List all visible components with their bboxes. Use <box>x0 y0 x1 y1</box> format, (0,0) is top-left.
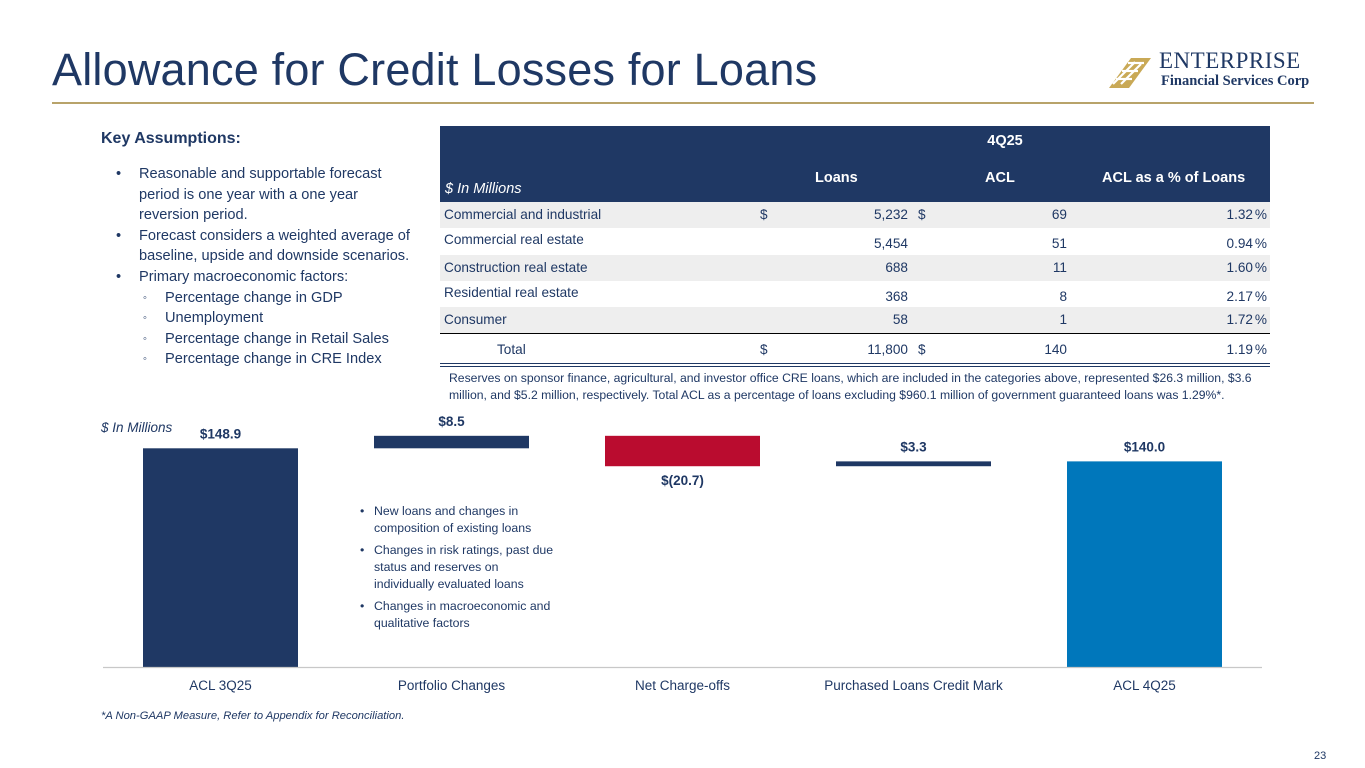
table-period: 4Q25 <box>987 133 1023 149</box>
table-row <box>440 255 1270 281</box>
category-label: ACL 3Q25 <box>189 678 252 693</box>
logo-wordmark: ENTERPRISE <box>1159 48 1301 73</box>
total-label: Total <box>497 342 526 358</box>
list-item <box>101 164 411 226</box>
sub-bullet-icon: ◦ <box>143 312 147 325</box>
dollar-sign: $ <box>918 207 926 222</box>
acl-total: 140 <box>1044 342 1067 358</box>
pct-total: 1.19 <box>1226 342 1253 358</box>
portfolio-changes-notes <box>360 503 560 637</box>
table-row <box>440 228 1270 254</box>
double-rule <box>440 363 1270 367</box>
col-header-loans: Loans <box>815 170 858 186</box>
table-total-row <box>440 333 1270 363</box>
table-row <box>440 307 1270 333</box>
row-label: Construction real estate <box>444 259 588 275</box>
bullet-icon: • <box>360 543 365 557</box>
loans-value: 5,454 <box>873 236 908 252</box>
dollar-sign: $ <box>760 207 768 222</box>
data-label: $3.3 <box>900 439 927 455</box>
pct-sign: % <box>1254 236 1267 252</box>
pct-value: 1.32 <box>1226 207 1253 222</box>
row-label: Consumer <box>444 312 507 328</box>
data-label: $8.5 <box>438 413 465 429</box>
col-header-pct: ACL as a % of Loans <box>1102 170 1246 186</box>
waterfall-bar <box>836 461 991 466</box>
pct-sign: % <box>1254 288 1267 304</box>
list-item <box>360 598 560 632</box>
dollar-sign: $ <box>918 342 926 358</box>
waterfall-bar <box>143 448 298 667</box>
note-text: Changes in risk ratings, past due status and reserves on individually evaluated loans <box>374 543 554 591</box>
factor-text: Unemployment <box>165 310 264 327</box>
sub-bullet-icon: ◦ <box>143 332 147 345</box>
list-item <box>360 503 560 537</box>
list-item <box>360 542 560 593</box>
sub-bullet-icon: ◦ <box>143 353 147 366</box>
category-label: ACL 4Q25 <box>1113 678 1176 693</box>
bullet-icon: • <box>360 504 365 518</box>
row-label: Residential real estate <box>444 284 579 300</box>
factor-text: Percentage change in GDP <box>165 289 343 306</box>
category-label: Purchased Loans Credit Mark <box>824 678 1003 693</box>
list-item <box>101 226 411 267</box>
bullet-icon: • <box>360 599 365 613</box>
pct-sign: % <box>1254 312 1267 328</box>
note-text: New loans and changes in composition of existing loans <box>374 504 532 535</box>
factor-text: Percentage change in CRE Index <box>165 351 382 368</box>
reserves-note: Reserves on sponsor finance, agricultural, and investor office CRE loans, which are included in the categories above, represented $26.3 million, $3.6 million, and $5.2 million, respectively. Total ACL as a percentage of loans excluding $960.1 million of government guaranteed loans was 1.29%*. <box>449 371 1252 402</box>
footnote: *A Non-GAAP Measure, Refer to Appendix for Reconciliation. <box>101 710 405 722</box>
data-label: $(20.7) <box>661 473 704 489</box>
factor-text: Percentage change in Retail Sales <box>165 330 389 347</box>
title-divider <box>52 102 1314 104</box>
loans-total: 11,800 <box>867 342 908 358</box>
list-subitem <box>101 329 411 350</box>
bullet-icon: • <box>116 227 122 244</box>
logo-tagline: Financial Services Corp <box>1161 73 1310 89</box>
acl-value: 11 <box>1052 259 1067 275</box>
pct-value: 2.17 <box>1226 288 1253 304</box>
list-subitem <box>101 288 411 309</box>
bullet-icon: • <box>116 166 122 182</box>
pct-sign: % <box>1254 207 1267 222</box>
row-label: Commercial and industrial <box>444 207 602 222</box>
pct-value: 0.94 <box>1226 236 1253 252</box>
key-assumptions <box>101 130 411 370</box>
page-number: 23 <box>1314 750 1327 762</box>
table-row <box>440 281 1270 307</box>
pct-sign: % <box>1254 259 1267 275</box>
list-subitem <box>101 308 411 329</box>
loans-value: 688 <box>885 259 908 275</box>
list-item <box>101 267 411 288</box>
loans-value: 368 <box>885 288 908 304</box>
pct-value: 1.60 <box>1226 259 1253 275</box>
pct-value: 1.72 <box>1226 312 1253 328</box>
acl-value: 8 <box>1059 288 1067 304</box>
loans-value: 5,232 <box>873 207 908 222</box>
assumption-text: Primary macroeconomic factors: <box>139 268 349 285</box>
category-label: Net Charge-offs <box>634 678 731 693</box>
table-header <box>440 126 1270 202</box>
key-assumptions-title: Key Assumptions: <box>101 130 241 147</box>
pct-sign: % <box>1254 342 1267 358</box>
table-unit: $ In Millions <box>445 181 522 197</box>
waterfall-bar <box>1067 461 1222 667</box>
dollar-sign: $ <box>760 342 768 358</box>
enterprise-logo-icon <box>1107 48 1159 94</box>
data-label: $148.9 <box>199 426 242 442</box>
note-text: Changes in macroeconomic and qualitative factors <box>374 599 551 630</box>
assumptions-list <box>101 164 411 370</box>
bullet-icon: • <box>116 268 122 285</box>
assumption-text: Reasonable and supportable forecast period is one year with a one year reversion period. <box>139 166 382 224</box>
page-title: Allowance for Credit Losses for Loans <box>52 44 818 95</box>
acl-value: 69 <box>1051 207 1067 222</box>
waterfall-bar <box>605 436 760 466</box>
loans-value: 58 <box>892 312 908 328</box>
acl-value: 51 <box>1051 236 1067 252</box>
acl-table <box>440 126 1270 367</box>
chart-unit-label: $ In Millions <box>101 420 173 435</box>
col-header-acl: ACL <box>985 170 1015 186</box>
data-label: $140.0 <box>1123 439 1166 455</box>
category-label: Portfolio Changes <box>397 678 506 693</box>
company-logo <box>1107 48 1317 94</box>
waterfall-bar <box>374 436 529 448</box>
assumption-text: Forecast considers a weighted average of baseline, upside and downside scenarios. <box>139 227 410 265</box>
acl-value: 1 <box>1059 312 1067 328</box>
table-row <box>440 202 1270 228</box>
row-label: Commercial real estate <box>444 232 584 248</box>
sub-bullet-icon: ◦ <box>143 291 147 304</box>
list-subitem <box>101 349 411 370</box>
